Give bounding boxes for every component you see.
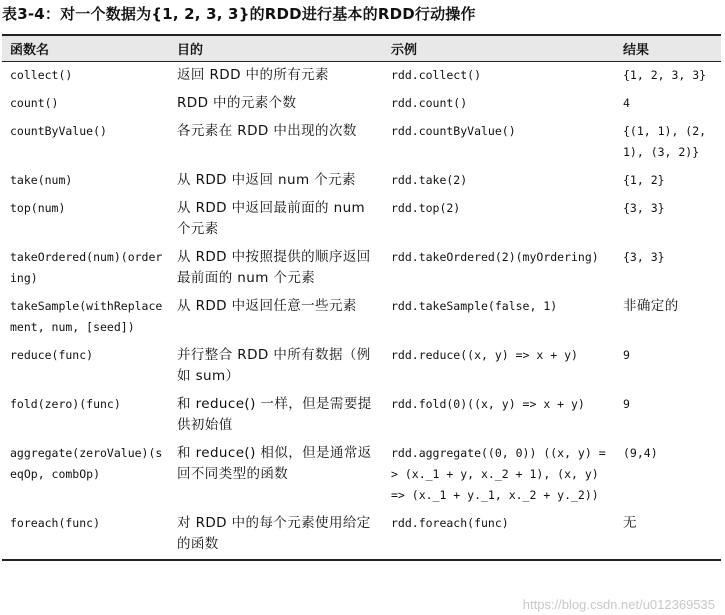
cell-function-name: aggregate(zeroValue)(seqOp, combOp): [10, 446, 163, 481]
cell-purpose: 从 RDD 中返回任意一些元素: [177, 298, 357, 314]
cell-result: {(1, 1), (2, 1), (3, 2)}: [623, 124, 707, 159]
cell-function-name: count(): [10, 96, 59, 110]
cell-result: 9: [623, 348, 630, 362]
header-example: 示例: [383, 35, 615, 62]
cell-example: rdd.takeSample(false, 1): [391, 299, 558, 313]
cell-example: rdd.countByValue(): [391, 124, 516, 138]
cell-function-name: collect(): [10, 68, 73, 82]
cell-example: rdd.collect(): [391, 68, 482, 82]
cell-result: {1, 2}: [623, 173, 665, 187]
cell-result: 9: [623, 397, 630, 411]
cell-purpose: 从 RDD 中按照提供的顺序返回最前面的 num 个元素: [177, 249, 371, 286]
cell-example: rdd.fold(0)((x, y) => x + y): [391, 397, 585, 411]
rdd-actions-table: [2, 34, 721, 561]
cell-purpose: 并行整合 RDD 中所有数据（例如 sum）: [177, 347, 371, 384]
cell-purpose: 从 RDD 中返回最前面的 num 个元素: [177, 200, 366, 237]
header-purpose: 目的: [169, 35, 383, 62]
cell-purpose: 各元素在 RDD 中出现的次数: [177, 123, 357, 139]
cell-function-name: countByValue(): [10, 124, 107, 138]
cell-result: 4: [623, 96, 630, 110]
table-row: [2, 118, 721, 167]
table-row: [2, 195, 721, 244]
table-row: [2, 167, 721, 195]
cell-example: rdd.top(2): [391, 201, 461, 215]
cell-result: 无: [615, 510, 721, 560]
cell-result: {3, 3}: [623, 250, 665, 264]
watermark: https://blog.csdn.net/u012369535: [522, 597, 715, 612]
cell-purpose: 从 RDD 中返回 num 个元素: [177, 172, 356, 188]
cell-example: rdd.foreach(func): [383, 510, 615, 560]
header-result: 结果: [615, 35, 721, 62]
cell-result: 非确定的: [623, 298, 679, 314]
cell-purpose: 返回 RDD 中的所有元素: [177, 67, 329, 83]
table-row: [2, 244, 721, 293]
cell-function-name: takeOrdered(num)(ordering): [10, 250, 163, 285]
header-row: [2, 35, 721, 62]
header-function-name: 函数名: [2, 35, 169, 62]
table-row: [2, 510, 721, 560]
cell-function-name: take(num): [10, 173, 73, 187]
table-row: [2, 342, 721, 391]
table-row: [2, 62, 721, 91]
cell-function-name: takeSample(withReplacement, num, [seed]): [10, 299, 163, 334]
table-caption: 表3-4：对一个数据为{1, 2, 3, 3}的RDD进行基本的RDD行动操作: [2, 5, 476, 23]
cell-example: rdd.takeOrdered(2)(myOrdering): [391, 250, 599, 264]
cell-purpose: RDD 中的元素个数: [177, 95, 297, 111]
cell-example: rdd.count(): [391, 96, 468, 110]
table-row: [2, 440, 721, 510]
cell-example: rdd.take(2): [391, 173, 468, 187]
cell-function-name: foreach(func): [2, 510, 169, 560]
table-row: [2, 90, 721, 118]
cell-function-name: reduce(func): [10, 348, 94, 362]
cell-function-name: fold(zero)(func): [10, 397, 121, 411]
cell-function-name: top(num): [10, 201, 66, 215]
cell-result: {3, 3}: [623, 201, 665, 215]
table-row: [2, 391, 721, 440]
cell-result: {1, 2, 3, 3}: [623, 68, 707, 82]
cell-example: rdd.reduce((x, y) => x + y): [391, 348, 578, 362]
cell-purpose: 和 reduce() 一样，但是需要提供初始值: [177, 396, 372, 433]
table-row: [2, 293, 721, 342]
cell-purpose: 对 RDD 中的每个元素使用给定的函数: [169, 510, 383, 560]
cell-result: (9,4): [623, 446, 658, 460]
cell-purpose: 和 reduce() 相似，但是通常返回不同类型的函数: [177, 445, 372, 482]
cell-example: rdd.aggregate((0, 0)) ((x, y) => (x._1 + y, x._2 + 1), (x, y) => (x._1 + y._1, x._2 + y._2)): [391, 446, 606, 502]
